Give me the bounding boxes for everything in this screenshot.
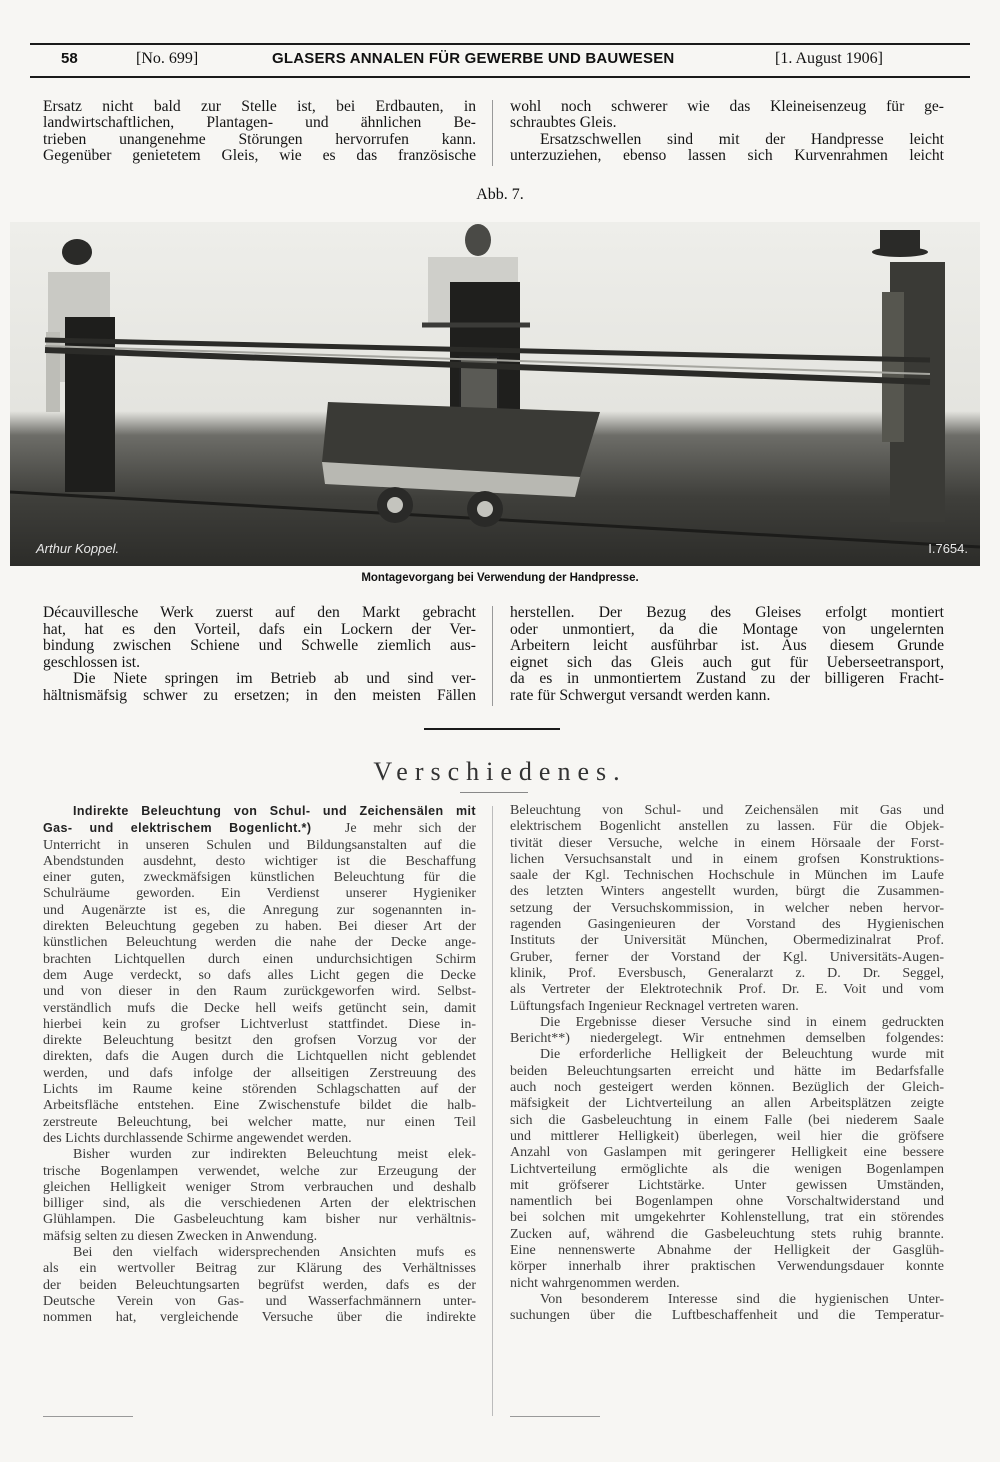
text-line: als ein wertvoller Beitrag zur Klärung des Verhältnisses bbox=[43, 1261, 476, 1277]
issue-date: [1. August 1906] bbox=[775, 50, 883, 67]
text-line: Arbeitern leicht ausführbar ist. Aus diesem Grunde bbox=[510, 638, 944, 655]
text-line: bindung zwischen Schiene und Schwelle ziemlich aus- bbox=[43, 638, 476, 655]
text-line: und mittlerer Helligkeit) überlegen, weil hier die gröfsere bbox=[510, 1128, 944, 1144]
plate-number: I.7654. bbox=[928, 541, 968, 556]
text-line: unterzuziehen, ebenso lassen sich Kurvenrahmen leicht bbox=[510, 148, 944, 165]
text-line: tivität dieser Versuche, welche in einem Hörsaale der Forst- bbox=[510, 835, 944, 851]
text-line: setzung der Versuchskommission, in welcher neben hervor- bbox=[510, 900, 944, 916]
text-line: Lichtverteilung ermöglichte als die wenigen Bogenlampen bbox=[510, 1161, 944, 1177]
text-line: elektrischem Bogenlicht anstellen zu lassen. Für die Objek- bbox=[510, 819, 944, 835]
text-line: zerstreute Beleuchtung, bei welcher matte, nur einen Teil bbox=[43, 1114, 476, 1130]
worker-right bbox=[872, 230, 945, 522]
article-right-column bbox=[510, 803, 944, 1325]
text-line: als Vertreter der Elektrotechnik Prof. Dr. E. Voit und vom bbox=[510, 982, 944, 998]
text-line: der beiden Beleuchtungsarten begrüfst werden, dafs es der bbox=[43, 1277, 476, 1293]
page-number: 58 bbox=[61, 50, 78, 67]
text-line: des letzten Winters angestellt wurden, bürgt die Zusammen- bbox=[510, 884, 944, 900]
text-line: da es in unmontiertem Zustand zu der billigeren Fracht- bbox=[510, 671, 944, 688]
text-line: lichen Versuchsanstalt und in einem grofsen Konstruktions- bbox=[510, 851, 944, 867]
text-line: nicht wahrgenommen werden. bbox=[510, 1275, 680, 1291]
text-line: Glühlampen. Die Gasbeleuchtung kam bisher nur verhältnis- bbox=[43, 1212, 476, 1228]
article-heading-cont: Gas- und elektrischem Bogenlicht.*) bbox=[43, 821, 312, 836]
text-line: rate für Schwergut versandt werden kann. bbox=[510, 687, 771, 704]
figure-caption: Montagevorgang bei Verwendung der Handpresse. bbox=[361, 572, 639, 584]
text-line: Arbeitsfläche entstehen. Eine Zwischenstufe bildet die halb- bbox=[43, 1098, 476, 1114]
section-title: Verschiedenes. bbox=[373, 757, 627, 786]
top-right-column bbox=[510, 99, 944, 165]
article-heading: Indirekte Beleuchtung von Schul- und Zeichensälen mit bbox=[73, 804, 476, 818]
text-line: geschlossen ist. bbox=[43, 654, 141, 671]
footnote-rule bbox=[43, 1416, 133, 1417]
text-line: klinik, Prof. Eversbusch, Generalarzt z. D. Dr. Seggel, bbox=[510, 965, 944, 981]
text-line: Schulräume geworden. Ein Verdienst unserer Hygieniker bbox=[43, 886, 476, 902]
text-line: hat, hat es den Vorteil, dafs ein Lockern der Ver- bbox=[43, 621, 476, 638]
text-line: Gegenüber genietetem Gleis, wie es das französische bbox=[43, 148, 476, 165]
text-line: des Lichts durchlassende Schirme angewendet werden. bbox=[43, 1130, 352, 1146]
issue-number: [No. 699] bbox=[136, 50, 199, 67]
text-line: mäfsigkeit der Lichtverteilung an allen Arbeitsplätzen zeigte bbox=[510, 1096, 944, 1112]
text-line: mäfsig selten zu diesen Zwecken in Anwendung. bbox=[43, 1228, 318, 1244]
text-line: Deutsche Verein von Gas- und Wasserfachmännern unter- bbox=[43, 1293, 476, 1309]
text-line: sich die Gasbeleuchtung in einem Falle (bei niederem Saale bbox=[510, 1112, 944, 1128]
text-line: hältnismäfsig schwer zu ersetzen; in den meisten Fällen bbox=[43, 687, 476, 704]
text-line: hierbei kein zu grofser Lichtverlust stattfindet. Diese in- bbox=[43, 1016, 476, 1032]
text-line: billiger sind, als die verschiedenen Arten der elektrischen bbox=[43, 1196, 476, 1212]
middle-left-column bbox=[43, 605, 476, 705]
text-line: namentlich bei Bogenlampen ohne Vorschaltwiderstand und bbox=[510, 1194, 944, 1210]
text-line: dem Auge verdeckt, so dafs alles Licht gegen die Decke bbox=[43, 967, 476, 983]
text-line: schraubtes Gleis. bbox=[510, 115, 617, 132]
text-line: Lichts im Raume keine störenden Schlagschatten auf der bbox=[43, 1082, 476, 1098]
column-divider bbox=[492, 806, 493, 1416]
text-line: Bei den vielfach widersprechenden Ansichten mufs es bbox=[73, 1245, 476, 1261]
text-line: Von besonderem Interesse sind die hygienischen Unter- bbox=[540, 1291, 944, 1307]
text-line: künstlichen Beleuchtung werden die nahe der Decke ange- bbox=[43, 935, 476, 951]
header-top-rule bbox=[30, 43, 970, 45]
text-line: körper innerhalb ihrer praktischen Verwendungsdauer konnte bbox=[510, 1259, 944, 1275]
text-line: nommen hat, vergleichende Versuche über die indirekte bbox=[43, 1310, 476, 1326]
photo-credit: Arthur Koppel. bbox=[36, 541, 120, 556]
text-line: Instituts der Universität München, Obermedizinalrat Prof. bbox=[510, 933, 944, 949]
text-line: Unterricht in unseren Schulen und Bildungsanstalten auf die bbox=[43, 837, 476, 853]
text-line: und von dieser in den Raum zurückgeworfen wird. Selbst- bbox=[43, 984, 476, 1000]
text-line: oder unmontiert, da die Montage von ungelernten bbox=[510, 621, 944, 638]
text-line: Abendstunden ausdehnt, desto wichtiger ist die Beschaffung bbox=[43, 853, 476, 869]
text-line: einer guten, zweckmäfsigen künstlichen Beleuchtung für die bbox=[43, 870, 476, 886]
text-line: herstellen. Der Bezug des Gleises erfolgt montiert bbox=[510, 605, 944, 621]
text-line: gleichen Helligkeit weniger Strom verbrauchen und deshalb bbox=[43, 1179, 476, 1195]
text-line: trieben unangenehme Störungen hervorrufen kann. bbox=[43, 131, 476, 148]
figure-label: Abb. 7. bbox=[476, 186, 524, 203]
text-line: saale der Kgl. Technischen Hochschule in München im Laufe bbox=[510, 868, 944, 884]
middle-right-column bbox=[510, 605, 944, 705]
text-line: beiden Beleuchtungsarten erreicht und hätte im Bedarfsfalle bbox=[510, 1063, 944, 1079]
text-line: Die Ergebnisse dieser Versuche sind in einem gedruckten bbox=[540, 1014, 944, 1030]
column-divider bbox=[492, 100, 493, 166]
text-line: Ersatz nicht bald zur Stelle ist, bei Erdbauten, in bbox=[43, 99, 476, 115]
text-line: ragenden Gasingenieuren der Vorstand des Hygienischen bbox=[510, 917, 944, 933]
text-line: auch noch gesteigert werden können. Bezüglich der Gleich- bbox=[510, 1080, 944, 1096]
text-line bbox=[43, 820, 476, 837]
worker-left bbox=[46, 239, 115, 492]
text-fragment: Je mehr sich der bbox=[344, 821, 476, 837]
header-bottom-rule bbox=[30, 76, 970, 78]
running-header bbox=[0, 50, 1000, 72]
text-line: bei solchen mit umgekehrter Kohlenstellung, trat ein störendes bbox=[510, 1210, 944, 1226]
text-line: direkten Beleuchtung gegeben zu haben. Bei dieser Art der bbox=[43, 919, 476, 935]
text-line: eignet sich das Gleis auch gut für Ueberseetransport, bbox=[510, 654, 944, 671]
text-line: landwirtschaftlichen, Plantagen- und ähnlichen Be- bbox=[43, 115, 476, 132]
text-line: Beleuchtung von Schul- und Zeichensälen mit Gas und bbox=[510, 803, 944, 818]
text-line: werden, und dafs infolge der allseitigen Zerstreuung des bbox=[43, 1065, 476, 1081]
title-underline bbox=[460, 792, 528, 793]
text-line: brachten Lichtquellen durch einen undurchsichtigen Schirm bbox=[43, 951, 476, 967]
text-line: verständlich mufs die Decke hell weifs getüncht sein, damit bbox=[43, 1000, 476, 1016]
text-line: Eine nennenswerte Abnahme der Helligkeit der Gasglüh- bbox=[510, 1243, 944, 1259]
text-line: Décauvillesche Werk zuerst auf den Markt gebracht bbox=[43, 605, 476, 621]
photo-illustration bbox=[10, 222, 980, 566]
text-line: Bericht**) niedergelegt. Wir entnehmen demselben folgendes: bbox=[510, 1031, 944, 1047]
hand-press-cart bbox=[322, 402, 600, 527]
text-line: wohl noch schwerer wie das Kleineisenzeug für ge- bbox=[510, 99, 944, 115]
section-break-rule bbox=[424, 728, 560, 730]
text-line: Anzahl von Gaslampen mit geringerer Helligkeit eine bessere bbox=[510, 1145, 944, 1161]
figure-photo bbox=[10, 222, 980, 566]
text-line: Gruber, ferner der Vorstand der Kgl. Universitäts-Augen- bbox=[510, 949, 944, 965]
column-divider bbox=[492, 606, 493, 706]
text-line: Bisher wurden zur indirekten Beleuchtung meist elek- bbox=[73, 1147, 476, 1163]
text-line: direkten, dafs die Augen durch die Lichtquellen nicht geblendet bbox=[43, 1049, 476, 1065]
text-line: und Augenärzte ist es, die Anregung zur sogenannten in- bbox=[43, 902, 476, 918]
text-line: Die Niete springen im Betrieb ab und sind ver- bbox=[73, 671, 476, 688]
text-line: direkte Beleuchtung besitzt den grofsen Vorzug vor der bbox=[43, 1033, 476, 1049]
top-left-column bbox=[43, 99, 476, 165]
footnote-rule bbox=[510, 1416, 600, 1417]
text-line: Zucken auf, während die Gasbeleuchtung stets ruhig brannte. bbox=[510, 1226, 944, 1242]
text-line: trische Bogenlampen verwendet, welche zur Erzeugung der bbox=[43, 1163, 476, 1179]
text-line: Die erforderliche Helligkeit der Beleuchtung wurde mit bbox=[540, 1047, 944, 1063]
article-left-column bbox=[43, 803, 476, 1327]
text-line bbox=[43, 803, 476, 820]
text-line: mit gröfserer Lichtstärke. Unter gewissen Umständen, bbox=[510, 1177, 944, 1193]
text-line: suchungen über die Luftbeschaffenheit und die Temperatur- bbox=[510, 1308, 944, 1324]
text-line: Ersatzschwellen sind mit der Handpresse leicht bbox=[540, 131, 944, 148]
text-line: Lüftungsfach Ingenieur Recknagel vertreten waren. bbox=[510, 998, 799, 1014]
journal-title: GLASERS ANNALEN FÜR GEWERBE UND BAUWESEN bbox=[272, 50, 675, 67]
